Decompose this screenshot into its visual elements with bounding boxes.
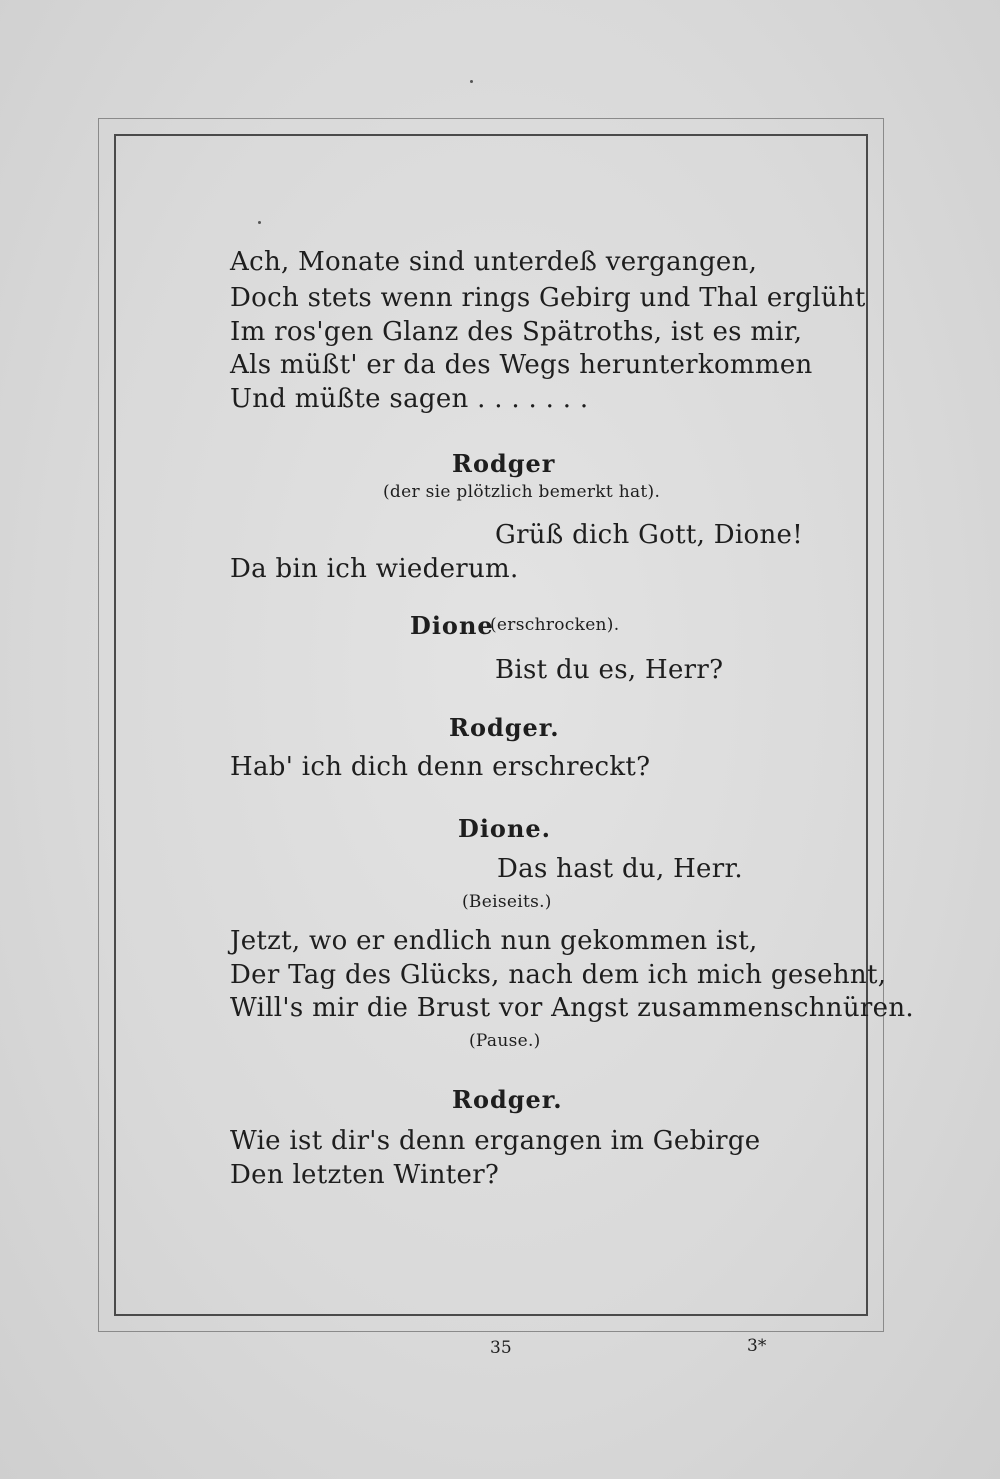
page-number: 35 [490, 1338, 512, 1358]
ink-speck [258, 221, 261, 224]
dialogue-line: Da bin ich wiederum. [230, 554, 519, 584]
dialogue-line: Das hast du, Herr. [497, 854, 743, 884]
dialogue-line: Den letzten Winter? [230, 1160, 500, 1190]
speaker-name-rodger: Rodger. [452, 1085, 563, 1114]
verse-line: Der Tag des Glücks, nach dem ich mich gesehnt, [230, 960, 887, 990]
signature-mark: 3* [747, 1336, 767, 1356]
verse-line: Will's mir die Brust vor Angst zusammenschnüren. [230, 993, 914, 1023]
verse-line: Und müßte sagen . . . . . . . [230, 384, 589, 414]
stage-direction: (Pause.) [469, 1031, 541, 1051]
verse-line: Jetzt, wo er endlich nun gekommen ist, [230, 926, 758, 956]
stage-direction: (Beiseits.) [462, 892, 552, 912]
verse-line: Im ros'gen Glanz des Spätroths, ist es mir, [230, 317, 803, 347]
verse-line: Ach, Monate sind unterdeß vergangen, [230, 247, 758, 277]
speaker-name-rodger: Rodger [452, 449, 556, 478]
dialogue-line: Hab' ich dich denn erschreckt? [230, 752, 651, 782]
dialogue-line: Bist du es, Herr? [495, 655, 724, 685]
verse-line: Doch stets wenn rings Gebirg und Thal erglüht [230, 283, 866, 313]
stage-direction: (der sie plötzlich bemerkt hat). [383, 482, 661, 502]
ink-speck [470, 80, 473, 83]
stage-direction: (erschrocken). [490, 615, 620, 635]
dialogue-line: Grüß dich Gott, Dione! [495, 520, 803, 550]
dialogue-line: Wie ist dir's denn ergangen im Gebirge [230, 1126, 761, 1156]
speaker-name-dione: Dione [410, 611, 494, 640]
speaker-name-dione: Dione. [458, 814, 552, 843]
verse-line: Als müßt' er da des Wegs herunterkommen [230, 350, 813, 380]
speaker-name-rodger: Rodger. [449, 713, 560, 742]
